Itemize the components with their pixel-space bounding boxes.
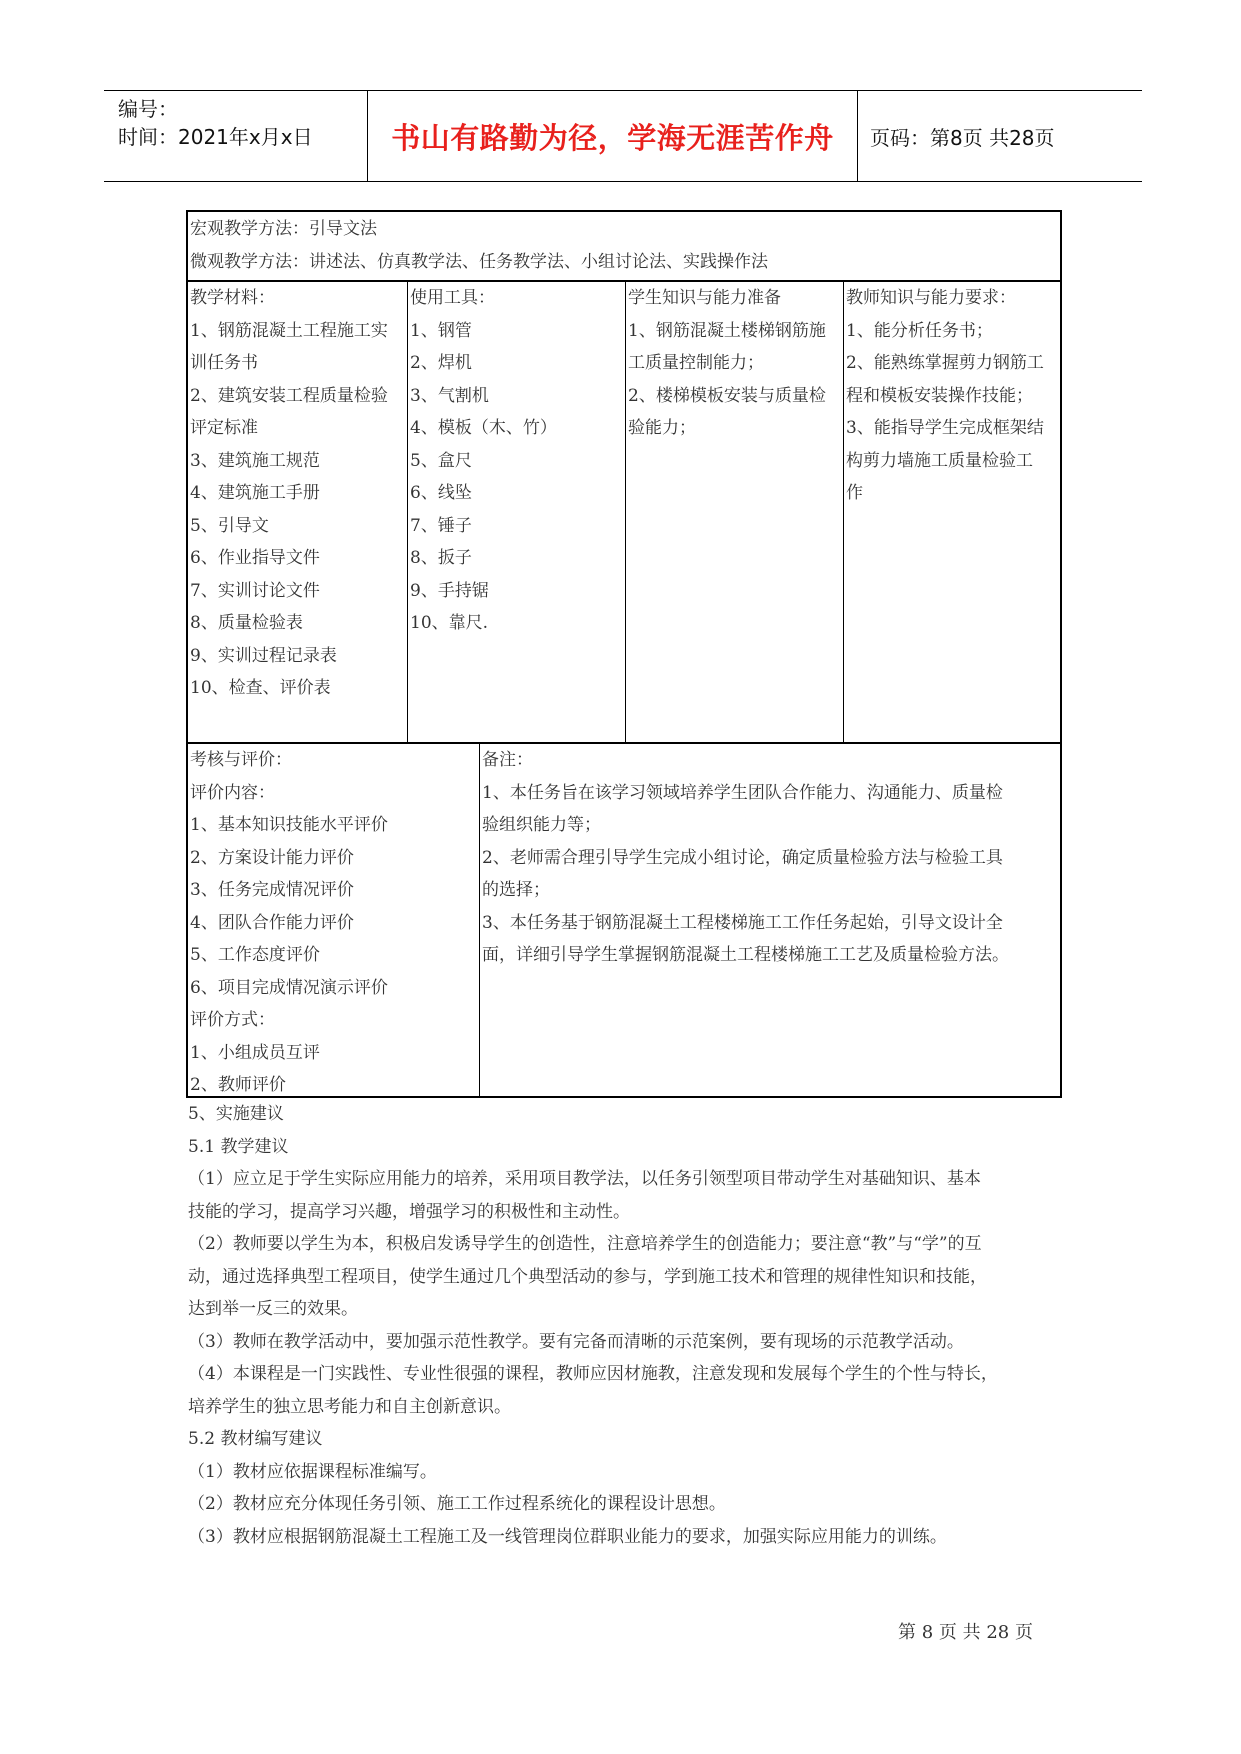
text-line: 6、线坠 (410, 483, 472, 503)
text-line: 2、方案设计能力评价 (190, 847, 354, 868)
text-line: 技能的学习，提高学习兴趣，增强学习的积极性和主动性。 (188, 1201, 630, 1222)
text-line: 验能力； (628, 418, 696, 438)
macro-method: 宏观教学方法：引导文法 (190, 219, 377, 239)
text-line: （3）教材应根据钢筋混凝土工程施工及一线管理岗位群职业能力的要求，加强实际应用能力的训练。 (188, 1526, 947, 1547)
text-line: 9、实训过程记录表 (190, 645, 337, 666)
text-line: 3、建筑施工规范 (190, 450, 320, 471)
tools-list (410, 315, 625, 640)
text-line: 评定标准 (190, 418, 258, 438)
remarks-title: 备注： (482, 750, 533, 770)
text-line: 4、团队合作能力评价 (190, 912, 354, 933)
methods-cell (188, 212, 1060, 280)
implementation-section (188, 1098, 1063, 1553)
resources-row (188, 280, 1060, 742)
assessment-cell (188, 744, 479, 1096)
tools-title: 使用工具： (410, 288, 495, 308)
text-line: 工质量控制能力； (628, 353, 764, 373)
text-line: 1、基本知识技能水平评价 (190, 815, 388, 835)
text-line: 6、项目完成情况演示评价 (190, 977, 388, 998)
text-line: 8、质量检验表 (190, 613, 303, 633)
text-line: 8、扳子 (410, 548, 472, 568)
motto-text: 书山有路勤为径，学海无涯苦作舟 (391, 120, 834, 155)
methods-row (188, 212, 1060, 280)
header-page (858, 91, 1142, 181)
text-line: 验组织能力等； (482, 815, 601, 835)
text-line: 5、工作态度评价 (190, 945, 320, 965)
text-line: 2、焊机 (410, 353, 472, 373)
footer-page-number: 第 8 页 共 28 页 (898, 1622, 1033, 1643)
student-cell (625, 282, 843, 742)
text-line: 2、能熟练掌握剪力钢筋工 (846, 353, 1044, 373)
text-line: 评价方式： (190, 1010, 275, 1030)
materials-title: 教学材料： (190, 288, 275, 308)
text-line: 5、盒尺 (410, 450, 472, 471)
teacher-list (846, 315, 1060, 510)
text-line: 1、本任务旨在该学习领域培养学生团队合作能力、沟通能力、质量检 (482, 782, 1003, 803)
text-line: （1）应立足于学生实际应用能力的培养，采用项目教学法，以任务引领型项目带动学生对基础知识、基本 (188, 1169, 981, 1189)
text-line: 面，详细引导学生掌握钢筋混凝土工程楼梯施工工艺及质量检验方法。 (482, 945, 1009, 965)
text-line: 训任务书 (190, 353, 258, 373)
remarks-cell (479, 744, 1060, 1096)
text-line: 作 (846, 483, 863, 503)
page-footer (898, 1618, 1033, 1644)
text-line: 5、引导文 (190, 515, 269, 536)
text-line: 3、气割机 (410, 385, 489, 406)
text-line: 2、老师需合理引导学生完成小组讨论，确定质量检验方法与检验工具 (482, 847, 1003, 868)
text-line: 构剪力墙施工质量检验工 (846, 450, 1033, 471)
text-line: （1）教材应依据课程标准编写。 (188, 1461, 437, 1482)
text-line: 2、楼梯模板安装与质量检 (628, 385, 826, 406)
text-line: 2、建筑安装工程质量检验 (190, 385, 388, 406)
text-line: 6、作业指导文件 (190, 548, 320, 568)
tools-cell (407, 282, 625, 742)
text-line: 培养学生的独立思考能力和自主创新意识。 (188, 1396, 511, 1417)
text-line: （2）教材应充分体现任务引领、施工工作过程系统化的课程设计思想。 (188, 1494, 726, 1514)
page-header (104, 90, 1142, 182)
text-line: 5、实施建议 (188, 1104, 284, 1124)
text-line: 4、模板（木、竹） (410, 418, 557, 438)
text-line: 的选择； (482, 880, 550, 900)
micro-method: 微观教学方法：讲述法、仿真教学法、任务教学法、小组讨论法、实践操作法 (190, 251, 768, 272)
page-label: 页码：第8页 共28页 (870, 125, 1055, 150)
text-line: 3、任务完成情况评价 (190, 880, 354, 900)
student-list (628, 315, 843, 445)
text-line: 4、建筑施工手册 (190, 483, 320, 503)
text-line: 1、小组成员互评 (190, 1042, 320, 1063)
text-line: 3、本任务基于钢筋混凝土工程楼梯施工工作任务起始，引导文设计全 (482, 912, 1003, 933)
text-line: 1、能分析任务书； (846, 320, 993, 341)
remarks-list (482, 777, 1060, 972)
text-line: 1、钢管 (410, 320, 472, 341)
text-line: 10、检查、评价表 (190, 678, 331, 698)
text-line: 9、手持锯 (410, 580, 489, 601)
number-label: 编号： (118, 97, 178, 121)
text-line: 程和模板安装操作技能； (846, 385, 1033, 406)
teacher-cell (843, 282, 1060, 742)
text-line: 动，通过选择典型工程项目，使学生通过几个典型活动的参与，学到施工技术和管理的规律性知识和技能， (188, 1266, 987, 1287)
text-line: （3）教师在教学活动中，要加强示范性教学。要有完备而清晰的示范案例，要有现场的示范教学活动。 (188, 1331, 964, 1352)
text-line: 7、锤子 (410, 515, 472, 536)
materials-list (190, 315, 407, 705)
text-line: 3、能指导学生完成框架结 (846, 418, 1044, 438)
text-line: 7、实训讨论文件 (190, 580, 320, 601)
text-line: （2）教师要以学生为本，积极启发诱导学生的创造性，注意培养学生的创造能力；要注意“教”与“学”的互 (188, 1234, 982, 1254)
materials-cell (188, 282, 407, 742)
text-line: （4）本课程是一门实践性、专业性很强的课程，教师应因材施教，注意发现和发展每个学生的个性与特长， (188, 1364, 998, 1384)
time-label: 时间：2021年x月x日 (118, 125, 313, 149)
text-line: 达到举一反三的效果。 (188, 1299, 358, 1319)
text-line: 评价内容： (190, 782, 275, 803)
implementation-lines (188, 1098, 1063, 1553)
text-line: 5.1 教学建议 (188, 1136, 289, 1157)
text-line: 10、靠尺. (410, 613, 489, 633)
text-line: 1、钢筋混凝土工程施工实 (190, 320, 388, 341)
assessment-title: 考核与评价： (190, 750, 292, 770)
course-table (186, 210, 1062, 1098)
assessment-row (188, 742, 1060, 1096)
text-line: 2、教师评价 (190, 1075, 286, 1095)
header-motto (368, 91, 858, 181)
text-line: 1、钢筋混凝土楼梯钢筋施 (628, 320, 826, 341)
text-line: 5.2 教材编写建议 (188, 1429, 323, 1449)
student-title: 学生知识与能力准备 (628, 288, 781, 308)
teacher-title: 教师知识与能力要求： (846, 288, 1016, 308)
header-meta (104, 91, 368, 181)
assessment-list (190, 777, 479, 1102)
